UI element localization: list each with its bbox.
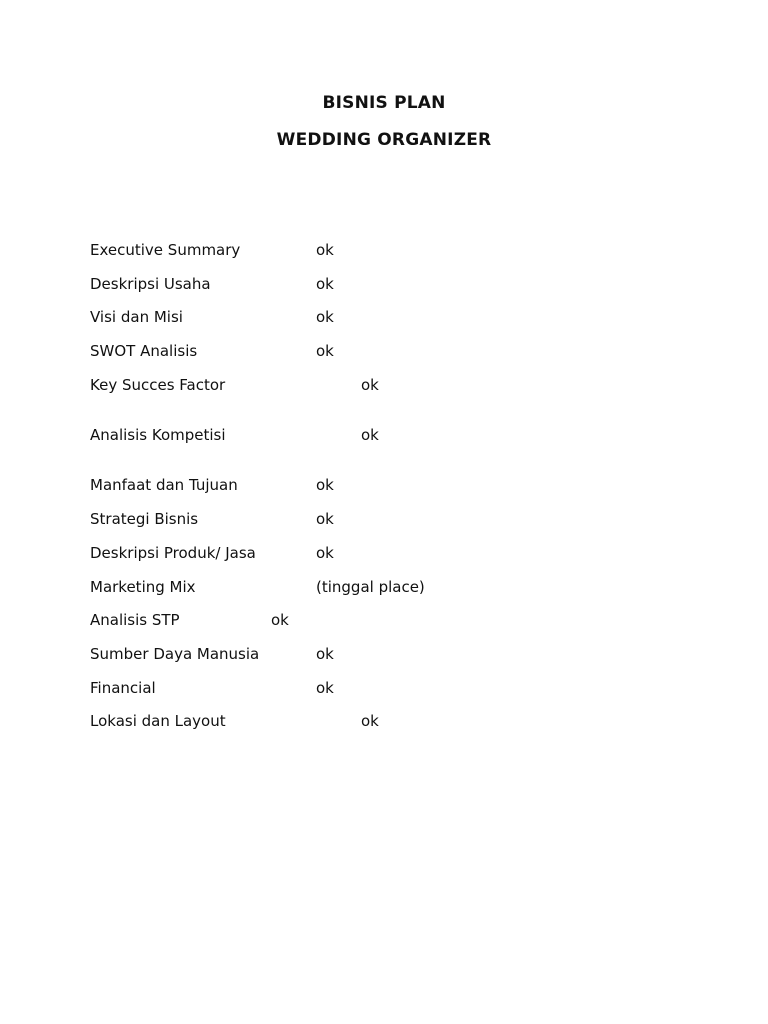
checklist-item-label: Manfaat dan Tujuan bbox=[90, 476, 238, 494]
checklist-item-label: Strategi Bisnis bbox=[90, 510, 199, 528]
checklist-item-label: Lokasi dan Layout bbox=[90, 712, 226, 730]
checklist-item-label: Marketing Mix bbox=[90, 578, 196, 596]
checklist-item-status: ok bbox=[316, 679, 334, 697]
checklist-item-label: Key Succes Factor bbox=[90, 376, 226, 394]
checklist-item-label: Financial bbox=[90, 679, 156, 697]
checklist-item-status: ok bbox=[316, 342, 334, 360]
checklist-item-label: Executive Summary bbox=[90, 241, 241, 259]
document-title: BISNIS PLAN bbox=[322, 93, 446, 113]
checklist-item-status: ok bbox=[271, 611, 289, 629]
checklist-item-status: (tinggal place) bbox=[316, 578, 425, 596]
document-subtitle: WEDDING ORGANIZER bbox=[276, 130, 492, 150]
checklist-item-status: ok bbox=[361, 712, 379, 730]
checklist-item-status: ok bbox=[316, 476, 334, 494]
checklist-item-label: Visi dan Misi bbox=[90, 308, 183, 326]
checklist-item-status: ok bbox=[361, 376, 379, 394]
checklist-item-status: ok bbox=[316, 308, 334, 326]
checklist-item-status: ok bbox=[316, 544, 334, 562]
checklist-item-label: Analisis Kompetisi bbox=[90, 426, 226, 444]
checklist-item-status: ok bbox=[316, 275, 334, 293]
checklist-item-status: ok bbox=[316, 510, 334, 528]
checklist-item-label: Deskripsi Produk/ Jasa bbox=[90, 544, 256, 562]
checklist-item-status: ok bbox=[316, 645, 334, 663]
checklist-item-label: Sumber Daya Manusia bbox=[90, 645, 260, 663]
checklist-item-status: ok bbox=[361, 426, 379, 444]
checklist-item-label: SWOT Analisis bbox=[90, 342, 198, 360]
checklist-item-label: Analisis STP bbox=[90, 611, 180, 629]
checklist-item-status: ok bbox=[316, 241, 334, 259]
checklist-item-label: Deskripsi Usaha bbox=[90, 275, 211, 293]
